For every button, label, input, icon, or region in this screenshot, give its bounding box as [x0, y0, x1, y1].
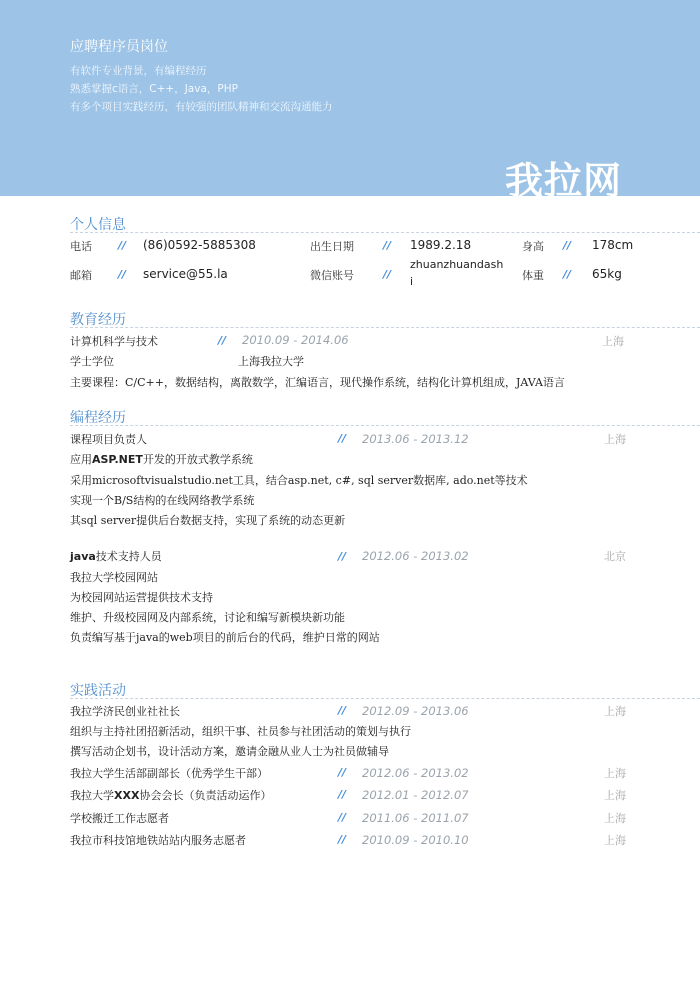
activity5-date: 2010.09 - 2010.10 — [362, 833, 469, 847]
education-date: 2010.09 - 2014.06 — [242, 333, 349, 347]
separator: // — [338, 788, 347, 801]
height-value: 178cm — [592, 238, 634, 252]
header-banner — [0, 0, 700, 203]
height-label: 身高 — [522, 240, 544, 253]
activity1-name: 我拉学济民创业社社长 — [70, 705, 180, 718]
separator: // — [383, 239, 392, 252]
activity3-location: 上海 — [604, 789, 626, 802]
job1-line-3: 实现一个B/S结构的在线网络教学系统 — [70, 494, 255, 507]
job1-line-4: 其sql server提供后台数据支持，实现了系统的动态更新 — [70, 514, 346, 527]
summary-line-3: 有多个项目实践经历，有较强的团队精神和交流沟通能力 — [70, 101, 333, 113]
job1-line-1: 应用ASP.NET开发的开放式教学系统 — [70, 453, 253, 466]
summary-line-2: 熟悉掌握c语言，C++，Java，PHP — [70, 83, 238, 95]
activity1-line-1: 组织与主持社团招新活动，组织干事、社员参与社团活动的策划与执行 — [70, 725, 411, 738]
section-divider — [70, 698, 700, 699]
wechat-value-line-2: i — [410, 275, 414, 288]
education-location: 上海 — [602, 335, 624, 348]
separator: // — [338, 811, 347, 824]
education-major: 计算机科学与技术 — [70, 335, 158, 348]
separator: // — [118, 239, 127, 252]
wechat-value-line-1: zhuanzhuandash — [410, 258, 504, 271]
activity3-name: 我拉大学XXX协会会长（负责活动运作） — [70, 789, 272, 802]
job1-line-2: 采用microsoftvisualstudio.net工具，结合asp.net, c#, sql server数据库, ado.net等技术 — [70, 474, 528, 487]
weight-value: 65kg — [592, 267, 622, 281]
separator: // — [338, 833, 347, 846]
summary-line-1: 有软件专业背景，有编程经历 — [70, 65, 207, 77]
activity2-date: 2012.06 - 2013.02 — [362, 766, 469, 780]
separator: // — [338, 766, 347, 779]
separator: // — [563, 268, 572, 281]
birth-value: 1989.2.18 — [410, 238, 472, 252]
job2-role: java技术支持人员 — [70, 550, 162, 563]
separator: // — [118, 268, 127, 281]
education-school: 上海我拉大学 — [238, 355, 304, 368]
section-divider — [70, 327, 700, 328]
section-divider — [70, 232, 700, 233]
wechat-label: 微信账号 — [310, 269, 354, 282]
email-value: service@55.la — [143, 267, 228, 281]
activity1-line-2: 撰写活动企划书，设计活动方案，邀请金融从业人士为社员做辅导 — [70, 745, 389, 758]
job2-line-1: 我拉大学校园网站 — [70, 571, 158, 584]
job-objective-title: 应聘程序员岗位 — [70, 39, 168, 55]
job1-date: 2013.06 - 2013.12 — [362, 432, 469, 446]
job2-line-2: 为校园网站运营提供技术支持 — [70, 591, 213, 604]
job2-line-3: 维护、升级校园网及内部系统，讨论和编写新模块新功能 — [70, 611, 345, 624]
separator: // — [563, 239, 572, 252]
activity1-date: 2012.09 - 2013.06 — [362, 704, 469, 718]
activity4-date: 2011.06 - 2011.07 — [362, 811, 469, 825]
activity2-location: 上海 — [604, 767, 626, 780]
section-title-personal: 个人信息 — [70, 217, 126, 233]
section-divider — [70, 425, 700, 426]
weight-label: 体重 — [522, 269, 544, 282]
activity2-name: 我拉大学生活部副部长（优秀学生干部） — [70, 767, 268, 780]
separator: // — [218, 334, 227, 347]
separator: // — [338, 432, 347, 445]
birth-label: 出生日期 — [310, 240, 354, 253]
activity5-name: 我拉市科技馆地铁站站内服务志愿者 — [70, 834, 246, 847]
activity3-date: 2012.01 - 2012.07 — [362, 788, 469, 802]
activity1-location: 上海 — [604, 705, 626, 718]
separator: // — [338, 704, 347, 717]
education-courses: 主要课程：C/C++，数据结构，离散数学，汇编语言，现代操作系统，结构化计算机组成，JAVA语言 — [70, 376, 565, 389]
separator: // — [338, 550, 347, 563]
job2-line-4: 负责编写基于java的web项目的前后台的代码，维护日常的网站 — [70, 631, 380, 644]
activity5-location: 上海 — [604, 834, 626, 847]
email-label: 邮箱 — [70, 269, 92, 282]
job2-location: 北京 — [604, 550, 626, 563]
phone-label: 电话 — [70, 240, 92, 253]
candidate-name: 我拉网 — [504, 159, 622, 203]
activity4-location: 上海 — [604, 812, 626, 825]
section-title-programming: 编程经历 — [70, 410, 126, 426]
phone-value: (86)0592-5885308 — [143, 238, 256, 252]
section-title-education: 教育经历 — [70, 312, 126, 328]
education-degree: 学士学位 — [70, 355, 114, 368]
job1-location: 上海 — [604, 433, 626, 446]
activity4-name: 学校搬迁工作志愿者 — [70, 812, 169, 825]
separator: // — [383, 268, 392, 281]
job1-role: 课程项目负责人 — [70, 433, 147, 446]
section-title-activities: 实践活动 — [70, 683, 126, 699]
job2-date: 2012.06 - 2013.02 — [362, 549, 469, 563]
